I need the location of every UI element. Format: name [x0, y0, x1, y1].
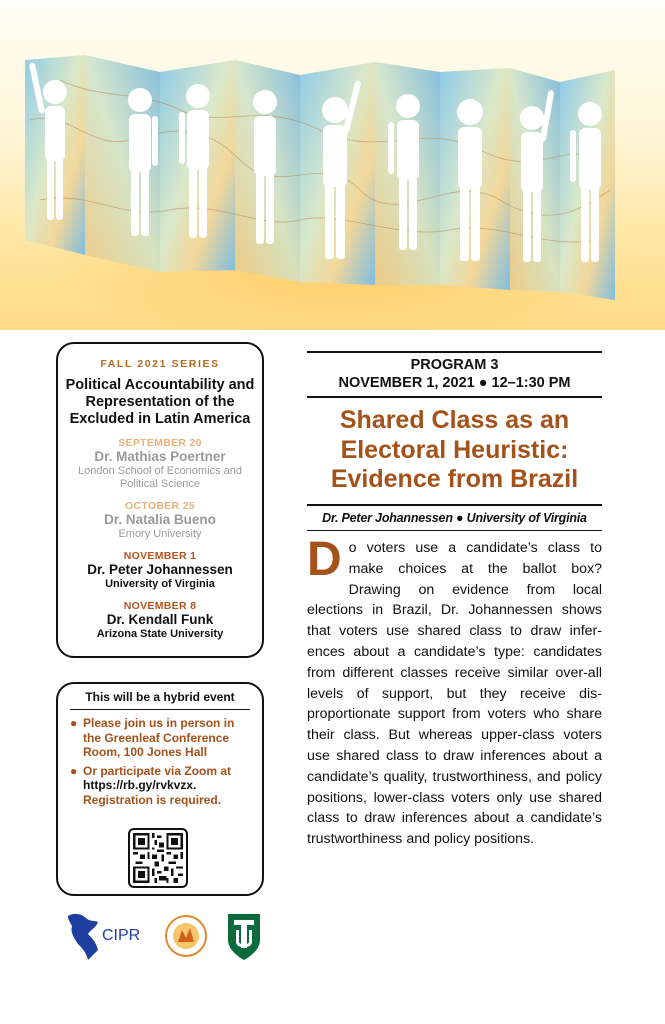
cipr-logo-text: CIPR: [102, 927, 141, 944]
zoom-suffix: Registration is required.: [83, 792, 222, 807]
session-affiliation: University of Virginia: [105, 578, 215, 590]
hybrid-event-box: [56, 682, 264, 896]
program-heading: [307, 356, 602, 392]
attendance-options: [58, 710, 262, 807]
zoom-link[interactable]: https://rb.gy/rvkvzx.: [83, 778, 197, 792]
program-datetime: NOVEMBER 1, 2021 ● 12–1:30 PM: [338, 375, 571, 391]
talk-byline: Dr. Peter Johannessen ● University of Virginia: [322, 511, 587, 525]
qr-code[interactable]: [128, 828, 188, 888]
in-person-option: [70, 716, 252, 760]
sponsor-logos: [64, 908, 264, 964]
stone-center-seal: [166, 916, 206, 956]
program-rule: [307, 396, 602, 398]
bullet-icon: ●: [70, 763, 78, 778]
qr-code-icon: [133, 833, 183, 883]
session-affiliation: Emory University: [118, 528, 202, 540]
zoom-option: [70, 764, 252, 808]
session-affiliation: Arizona State University: [96, 628, 224, 640]
session-4: [58, 600, 262, 641]
session-affiliation: London School of Economics and Political Science: [78, 465, 242, 490]
hybrid-title: This will be a hybrid event: [70, 684, 250, 710]
hero-banner: [0, 0, 665, 330]
session-2: [58, 500, 262, 541]
session-3: [58, 550, 262, 591]
abstract-text: o voters use a candidate’s class to make choices at the ballot box? Drawing on evidence from local elections in Brazil, Dr. Johannessen shows that voters use shared class to draw infer-ences about a candidate’s type: candidates from different classes receive similar over-all levels of support, but they receive dis-proportionate support from voters who share their class. But whereas upper-class voters use shared class to draw inferences about a candidate’s quality, trustworthiness, and policy positions, lower-class voters only use shared class to draw inferences about a candidate’s trustworthiness and policy positions.: [307, 540, 602, 848]
session-date: SEPTEMBER 20: [118, 437, 202, 449]
drop-cap: D: [307, 533, 342, 586]
series-schedule-box: [56, 342, 264, 658]
talk-title: Shared Class as an Electoral Heuristic: Evidence from Brazil: [330, 406, 579, 493]
session-speaker: Dr. Mathias Poertner: [94, 449, 226, 464]
zoom-prefix: Or participate via Zoom at: [83, 763, 232, 778]
in-person-text: Please join us in person in the Greenleaf Conference Room, 100 Jones Hall: [83, 716, 235, 759]
session-date: NOVEMBER 8: [123, 600, 197, 612]
cipr-logo: [68, 914, 140, 960]
bullet-icon: ●: [70, 716, 78, 730]
talk-abstract: [307, 533, 602, 850]
series-kicker: FALL 2021 SERIES: [100, 358, 220, 370]
folded-map-illustration: [0, 0, 665, 330]
byline-rule: [307, 530, 602, 531]
tulane-shield-icon: [228, 914, 260, 960]
session-speaker: Dr. Natalia Bueno: [104, 512, 216, 527]
program-number: PROGRAM 3: [410, 357, 499, 373]
session-speaker: Dr. Kendall Funk: [106, 612, 214, 627]
title-rule: [307, 504, 602, 506]
session-date: NOVEMBER 1: [123, 550, 197, 562]
series-title: Political Accountability and Representation of the Excluded in Latin America: [65, 377, 255, 427]
logos-graphic: [64, 908, 264, 964]
top-rule: [307, 351, 602, 353]
session-1: [58, 437, 262, 491]
session-date: OCTOBER 25: [125, 500, 195, 512]
session-speaker: Dr. Peter Johannessen: [87, 562, 233, 577]
